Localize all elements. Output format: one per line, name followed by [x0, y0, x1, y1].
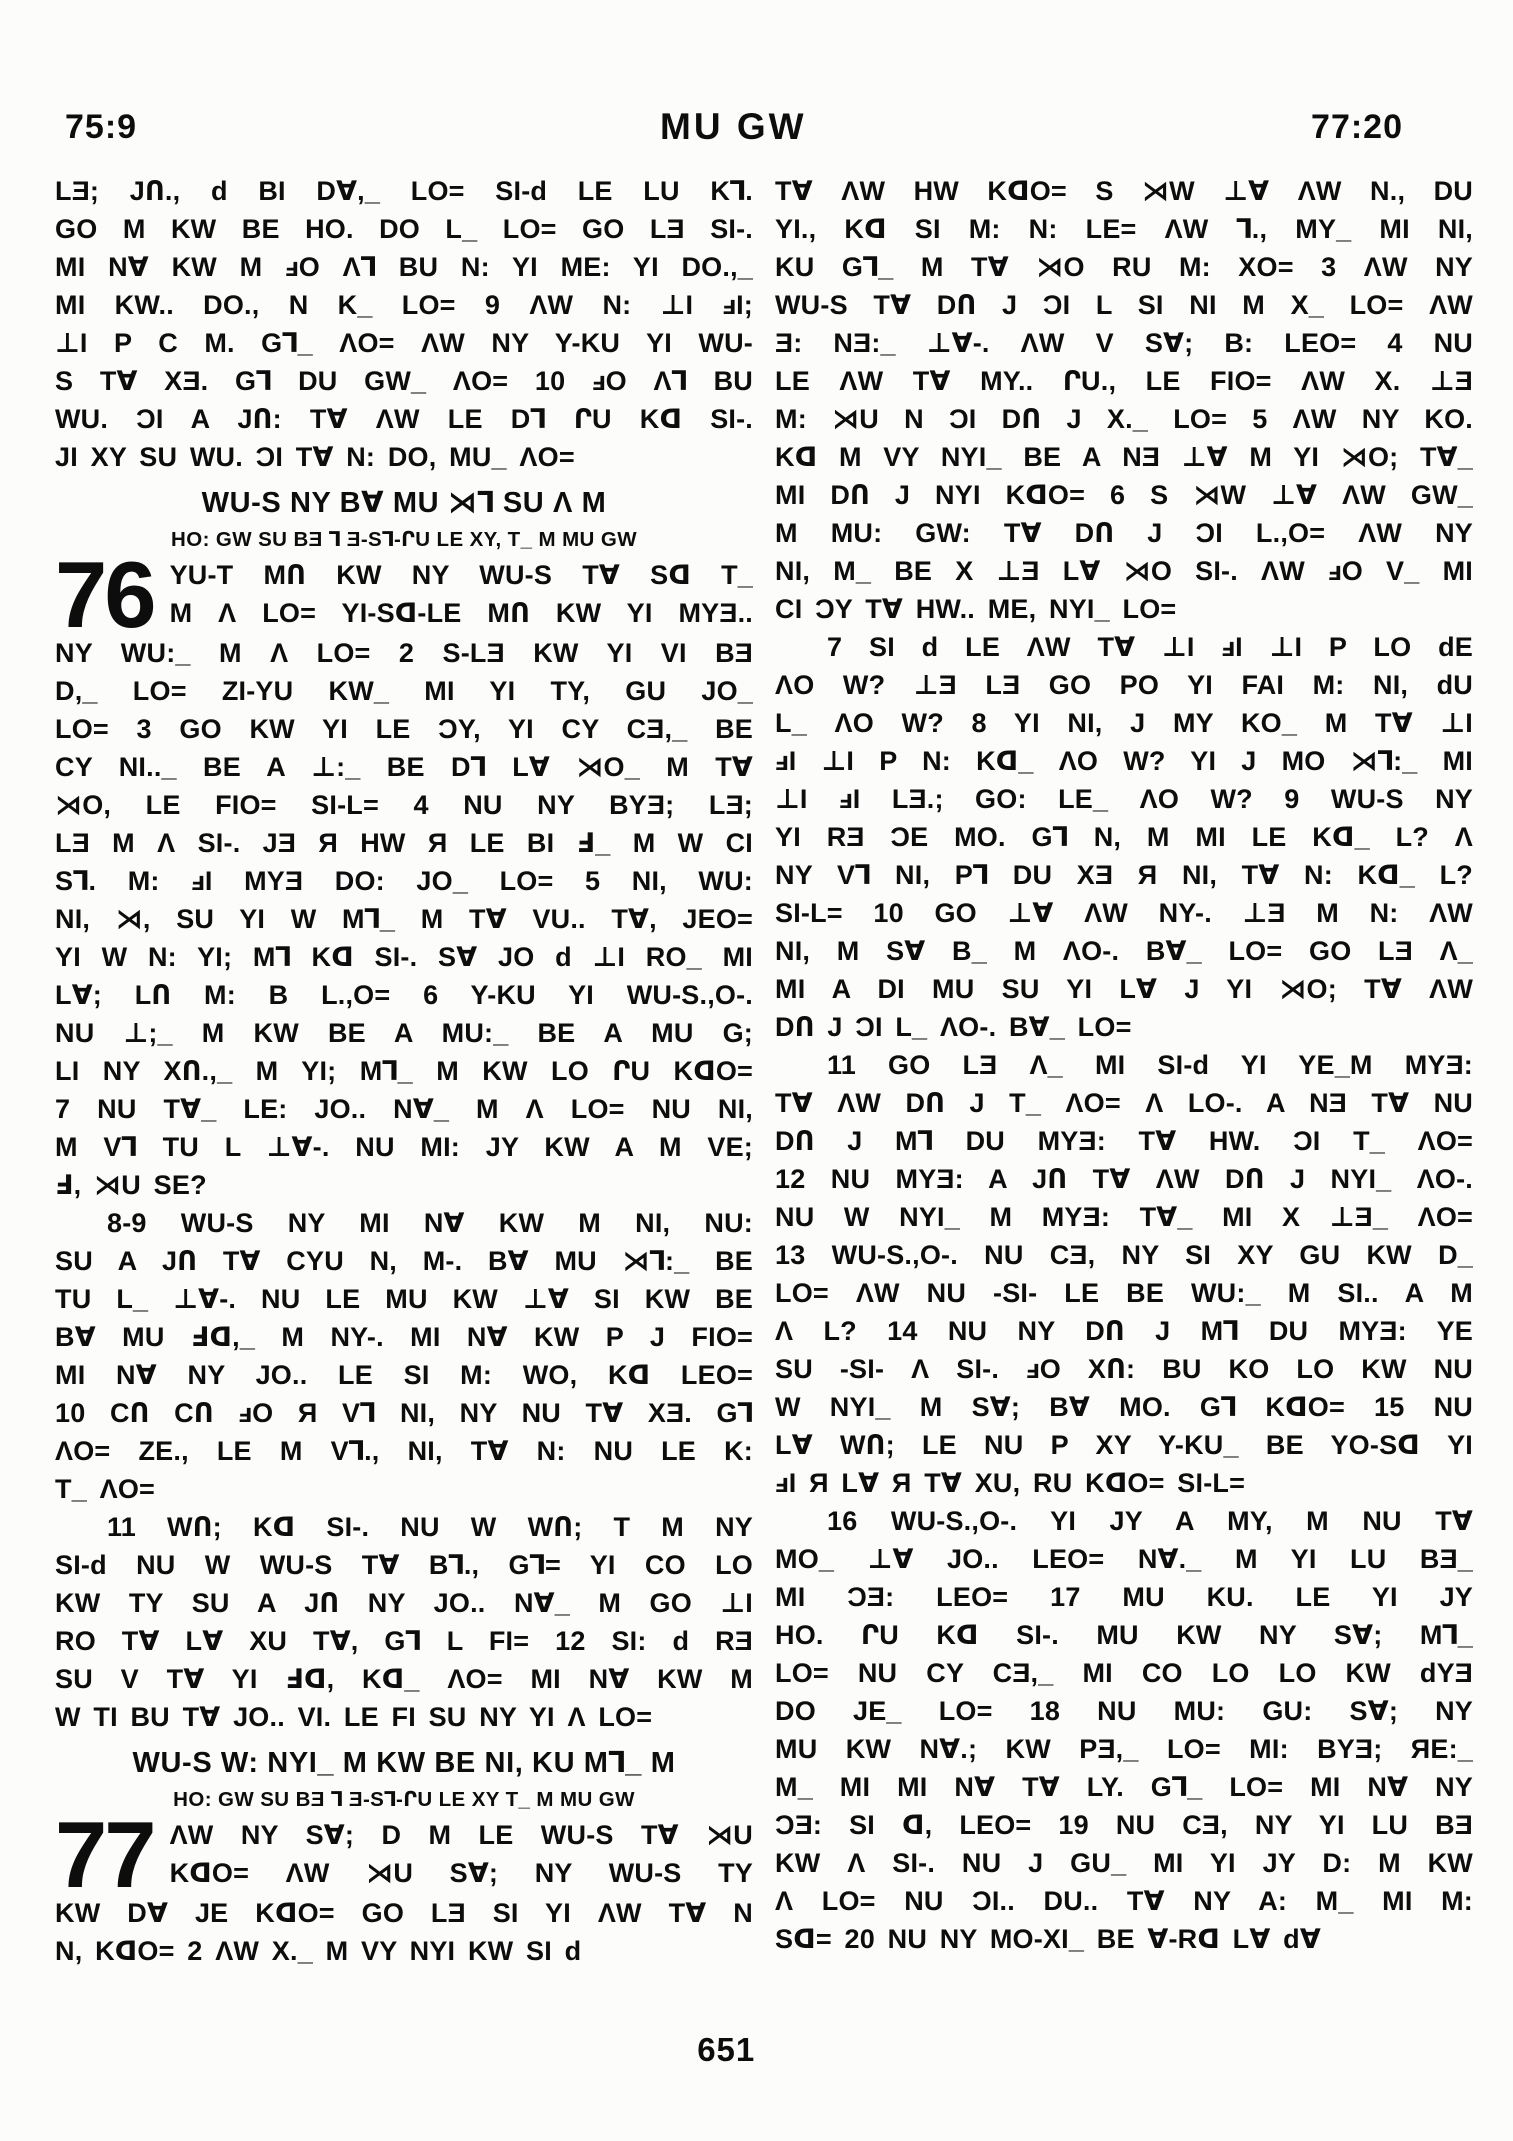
chapter-block [55, 542, 753, 647]
text-line: 12 NU MYƎ: A JՈ T∀ ΛW DՈ J NYI_ ΛO-. [775, 1164, 1473, 1194]
text-line: TU L_ ⊥∀-. NU LE MU KW ⊥∀ SI KW BE [55, 1284, 753, 1314]
text-line: 13 WU-S.,O-. NU CƎ, NY SI XY GU KW D_ [775, 1240, 1473, 1270]
text-line: T_ ΛO= [55, 1474, 155, 1504]
header-book-title: MU GW [660, 106, 807, 147]
text-line: Λ L? 14 NU NY DՈ J M⅂ DU MYƎ: YE [775, 1316, 1473, 1346]
text-line: DՈ J M⅂ DU MYƎ: T∀ HW. ƆI T_ ΛO= [775, 1126, 1473, 1156]
chapter-block [55, 1802, 753, 1907]
text-line: MI N∀ KW M ⅎO Λ⅂ BU N: YI ME: YI DO.,_ [55, 252, 753, 282]
text-line: 10 CՈ CՈ ⅎO Я V⅂ NI, NY NU T∀ XƎ. G⅂ [55, 1398, 753, 1428]
text-line: DO JE_ LO= 18 NU MU: GU: S∀; NY [775, 1696, 1473, 1726]
header-left-reference: 75:9 [65, 108, 138, 146]
text-line: ƆƎ: SI ᗡ, LEO= 19 NU CƎ, NY YI LU BƎ [775, 1810, 1473, 1840]
text-line: ΛO= ZE., LE M V⅂., NI, T∀ N: NU LE K: [55, 1436, 753, 1466]
chapter-number: 77 [55, 1802, 154, 1907]
text-line: L∀; LՈ M: B L.,O= 6 Y-KU YI WU-S.,O-. [55, 980, 753, 1010]
running-header [55, 108, 1475, 162]
text-line: MI DՈ J NYI KᗡO= 6 S ⋊W ⊥∀ ΛW GW_ [775, 480, 1473, 510]
text-line: 11 GO LƎ Λ_ MI SI-d YI YE_M MYƎ: [827, 1050, 1473, 1080]
text-line: SU A JՈ T∀ CYU N, M-. B∀ MU ⋊⅂:_ BE [55, 1246, 753, 1276]
text-line: T∀ ΛW DՈ J T_ ΛO= Λ LO-. A NƎ T∀ NU [775, 1088, 1473, 1118]
text-line: Ⅎ, ⋊U SE? [55, 1170, 207, 1200]
text-line: ⊥I P C M. G⅂_ ΛO= ΛW NY Y-KU YI WU- [55, 328, 753, 358]
text-line: 11 WՈ; Kᗡ SI-. NU W WՈ; T M NY [107, 1512, 753, 1542]
text-line: NI, ⋊, SU YI W M⅂_ M T∀ VU.. T∀, JEO= [55, 904, 753, 934]
text-line: MI N∀ NY JO.. LE SI M: WO, Kᗡ LEO= [55, 1360, 753, 1390]
text-line: DՈ J ƆI L_ ΛO-. B∀_ LO= [775, 1012, 1132, 1042]
psalm-heading: WU-S W: NYI_ M KW BE NI, KU M⅂_ M [132, 1747, 676, 1779]
text-line: M MU: GW: T∀ DՈ J ƆI L.,O= ΛW NY [775, 518, 1473, 548]
psalm-subheading: HO: GW SU BƎ ⅂ Ǝ-S⅂-ՐU LE XY, T_ M MU GW [171, 528, 637, 551]
text-line: S⅂. M: ⅎI MYƎ DO: JO_ LO= 5 NI, WU: [55, 866, 753, 896]
text-line: LO= ΛW NU -SI- LE BE WU:_ M SI.. A M [775, 1278, 1473, 1308]
text-line: CI ƆY T∀ HW.. ME, NYI_ LO= [775, 594, 1177, 624]
text-line: LE ΛW T∀ MY.. ՐU., LE FIO= ΛW X. ⊥Ǝ [775, 366, 1473, 396]
text-line: ⋊O, LE FIO= SI-L= 4 NU NY BYƎ; LƎ; [55, 790, 753, 820]
text-line: CY NI.._ BE A ⊥:_ BE D⅂ L∀ ⋊O_ M T∀ [55, 752, 753, 782]
text-line: Sᗡ= 20 NU NY MO-XI_ BE ∀-Rᗡ L∀ d∀ [775, 1924, 1321, 1954]
text-line: YI RƎ ƆE MO. G⅂ N, M MI LE Kᗡ_ L? Λ [775, 822, 1473, 852]
text-line: MI KW.. DO., N K_ LO= 9 ΛW N: ⊥I ⅎI; [55, 290, 753, 320]
text-line: NU W NYI_ M MYƎ: T∀_ MI X ⊥Ǝ_ ΛO= [775, 1202, 1473, 1232]
text-line: 8-9 WU-S NY MI N∀ KW M NI, NU: [107, 1208, 753, 1238]
text-line: 16 WU-S.,O-. YI JY A MY, M NU T∀ [827, 1506, 1473, 1536]
text-line: SI-d NU W WU-S T∀ B⅂., G⅂= YI CO LO [55, 1550, 753, 1580]
text-line: WU-S T∀ DՈ J ƆI L SI NI M X_ LO= ΛW [775, 290, 1473, 320]
text-line: ΛO W? ⊥Ǝ LƎ GO PO YI FAI M: NI, dU [775, 670, 1473, 700]
text-line: GO M KW BE HO. DO L_ LO= GO LƎ SI-. [55, 214, 753, 244]
text-columns [55, 172, 1475, 1970]
text-line: SI-L= 10 GO ⊥∀ ΛW NY-. ⊥Ǝ M N: ΛW [775, 898, 1473, 928]
psalm-subheading: HO: GW SU BƎ ⅂ Ǝ-S⅂-ՐU LE XY T_ M MU GW [173, 1788, 635, 1811]
text-line: S T∀ XƎ. G⅂ DU GW_ ΛO= 10 ⅎO Λ⅂ BU [55, 366, 753, 396]
text-line: MI A DI MU SU YI L∀ J YI ⋊O; T∀ ΛW [775, 974, 1473, 1004]
text-line: KW TY SU A JՈ NY JO.. N∀_ M GO ⊥I [55, 1588, 753, 1618]
text-line: M: ⋊U N ƆI DՈ J X._ LO= 5 ΛW NY KO. [775, 404, 1473, 434]
text-line: B∀ MU Ⅎᗡ,_ M NY-. MI N∀ KW P J FIO= [55, 1322, 753, 1352]
right-column [775, 172, 1473, 1970]
text-line: L_ ΛO W? 8 YI NI, J MY KO_ M T∀ ⊥I [775, 708, 1473, 738]
text-line: M_ MI MI N∀ T∀ LY. G⅂_ LO= MI N∀ NY [775, 1772, 1473, 1802]
text-line: NY WU:_ M Λ LO= 2 S-LƎ KW YI VI BƎ [55, 638, 753, 668]
text-line: YU-T MՈ KW NY WU-S T∀ Sᗡ T_ [169, 560, 753, 590]
text-line: MI ƆƎ: LEO= 17 MU KU. LE YI JY [775, 1582, 1473, 1612]
text-line: ⅎI Я L∀ Я T∀ XU, RU KᗡO= SI-L= [775, 1468, 1246, 1498]
text-line: RO T∀ L∀ XU T∀, G⅂ L FI= 12 SI: d RƎ [55, 1626, 753, 1656]
text-line: Ǝ: NƎ:_ ⊥∀-. ΛW V S∀; B: LEO= 4 NU [775, 328, 1473, 358]
text-line: YI., Kᗡ SI M: N: LE= ΛW ⅂., MY_ MI NI, [775, 214, 1473, 244]
text-line: KU G⅂_ M T∀ ⋊O RU M: XO= 3 ΛW NY [775, 252, 1473, 282]
chapter-opening-lines [170, 1816, 753, 1892]
text-line: Λ LO= NU ƆI.. DU.. T∀ NY A: M_ MI M: [775, 1886, 1473, 1916]
text-line: MO_ ⊥∀ JO.. LEO= N∀._ M YI LU BƎ_ [775, 1544, 1473, 1574]
text-line: HO. ՐU Kᗡ SI-. MU KW NY S∀; M⅂_ [775, 1620, 1473, 1650]
text-line: LO= NU CY CƎ,_ MI CO LO LO KW dYƎ [775, 1658, 1473, 1688]
header-right-reference: 77:20 [1311, 108, 1403, 146]
text-line: LO= 3 GO KW YI LE ƆY, YI CY CƎ,_ BE [55, 714, 753, 744]
text-line: 7 NU T∀_ LE: JO.. N∀_ M Λ LO= NU NI, [55, 1094, 753, 1124]
text-line: NI, M S∀ B_ M ΛO-. B∀_ LO= GO LƎ Λ_ [775, 936, 1473, 966]
text-line: 7 SI d LE ΛW T∀ ⊥I ⅎI ⊥I P LO dE [827, 632, 1473, 662]
text-line: NU ⊥;_ M KW BE A MU:_ BE A MU G; [55, 1018, 753, 1048]
psalm-heading: WU-S NY B∀ MU ⋊⅂ SU Λ M [201, 487, 607, 519]
text-line: ⅎI ⊥I P N: Kᗡ_ ΛO W? YI J MO ⋊⅂:_ MI [775, 746, 1473, 776]
text-line: YI W N: YI; M⅂ Kᗡ SI-. S∀ JO d ⊥I RO_ MI [55, 942, 753, 972]
text-line: W TI BU T∀ JO.. VI. LE FI SU NY YI Λ LO= [55, 1702, 653, 1732]
text-line: JI XY SU WU. ƆI T∀ N: DO, MU_ ΛO= [55, 442, 575, 472]
text-line: MU KW N∀.; KW PƎ,_ LO= MI: BYƎ; ЯE:_ [775, 1734, 1473, 1764]
text-line: NI, M_ BE X ⊥Ǝ L∀ ⋊O SI-. ΛW ⅎO V_ MI [775, 556, 1473, 586]
text-line: L∀ WՈ; LE NU P XY Y-KU_ BE YO-Sᗡ YI [775, 1430, 1473, 1460]
text-line: M Λ LO= YI-Sᗡ-LE MՈ KW YI MYƎ.. [169, 598, 753, 628]
text-line: KW Λ SI-. NU J GU_ MI YI JY D: M KW [775, 1848, 1473, 1878]
text-line: W NYI_ M S∀; B∀ MO. G⅂ KᗡO= 15 NU [775, 1392, 1473, 1422]
text-line: M V⅂ TU L ⊥∀-. NU MI: JY KW A M VE; [55, 1132, 753, 1162]
text-line: LƎ M Λ SI-. JƎ Я HW Я LE BI Ⅎ_ M W CI [55, 828, 753, 858]
text-line: WU. ƆI A JՈ: T∀ ΛW LE D⅂ ՐU Kᗡ SI-. [55, 404, 753, 434]
text-line: T∀ ΛW HW KᗡO= S ⋊W ⊥∀ ΛW N., DU [775, 176, 1473, 206]
text-line: SU -SI- Λ SI-. ⅎO XՈ: BU KO LO KW NU [775, 1354, 1473, 1384]
text-line: NY V⅂ NI, P⅂ DU XƎ Я NI, T∀ N: Kᗡ_ L? [775, 860, 1473, 890]
page-number: 651 [697, 2031, 756, 2068]
left-column [55, 172, 753, 1970]
text-line: LI NY XՈ.,_ M YI; M⅂_ M KW LO ՐU KᗡO= [55, 1056, 753, 1086]
text-line: ⊥I ⅎI LƎ.; GO: LE_ ΛO W? 9 WU-S NY [775, 784, 1473, 814]
text-line: ΛW NY S∀; D M LE WU-S T∀ ⋊U [169, 1820, 753, 1850]
text-line: KW D∀ JE KᗡO= GO LƎ SI YI ΛW T∀ N [55, 1898, 753, 1928]
chapter-number: 76 [55, 542, 154, 647]
text-line: LƎ; JՈ., d BI D∀,_ LO= SI-d LE LU K⅂. [55, 176, 753, 206]
text-line: Kᗡ M VY NYI_ BE A NƎ ⊥∀ M YI ⋊O; T∀_ [775, 442, 1473, 472]
chapter-opening-lines [170, 556, 753, 632]
text-line: N, KᗡO= 2 ΛW X._ M VY NYI KW SI d [55, 1936, 582, 1966]
text-line: D,_ LO= ZI-YU KW_ MI YI TY, GU JO_ [55, 676, 753, 706]
text-line: KᗡO= ΛW ⋊U S∀; NY WU-S TY [169, 1858, 753, 1888]
text-line: SU V T∀ YI Ⅎᗡ, Kᗡ_ ΛO= MI N∀ KW M [55, 1664, 753, 1694]
